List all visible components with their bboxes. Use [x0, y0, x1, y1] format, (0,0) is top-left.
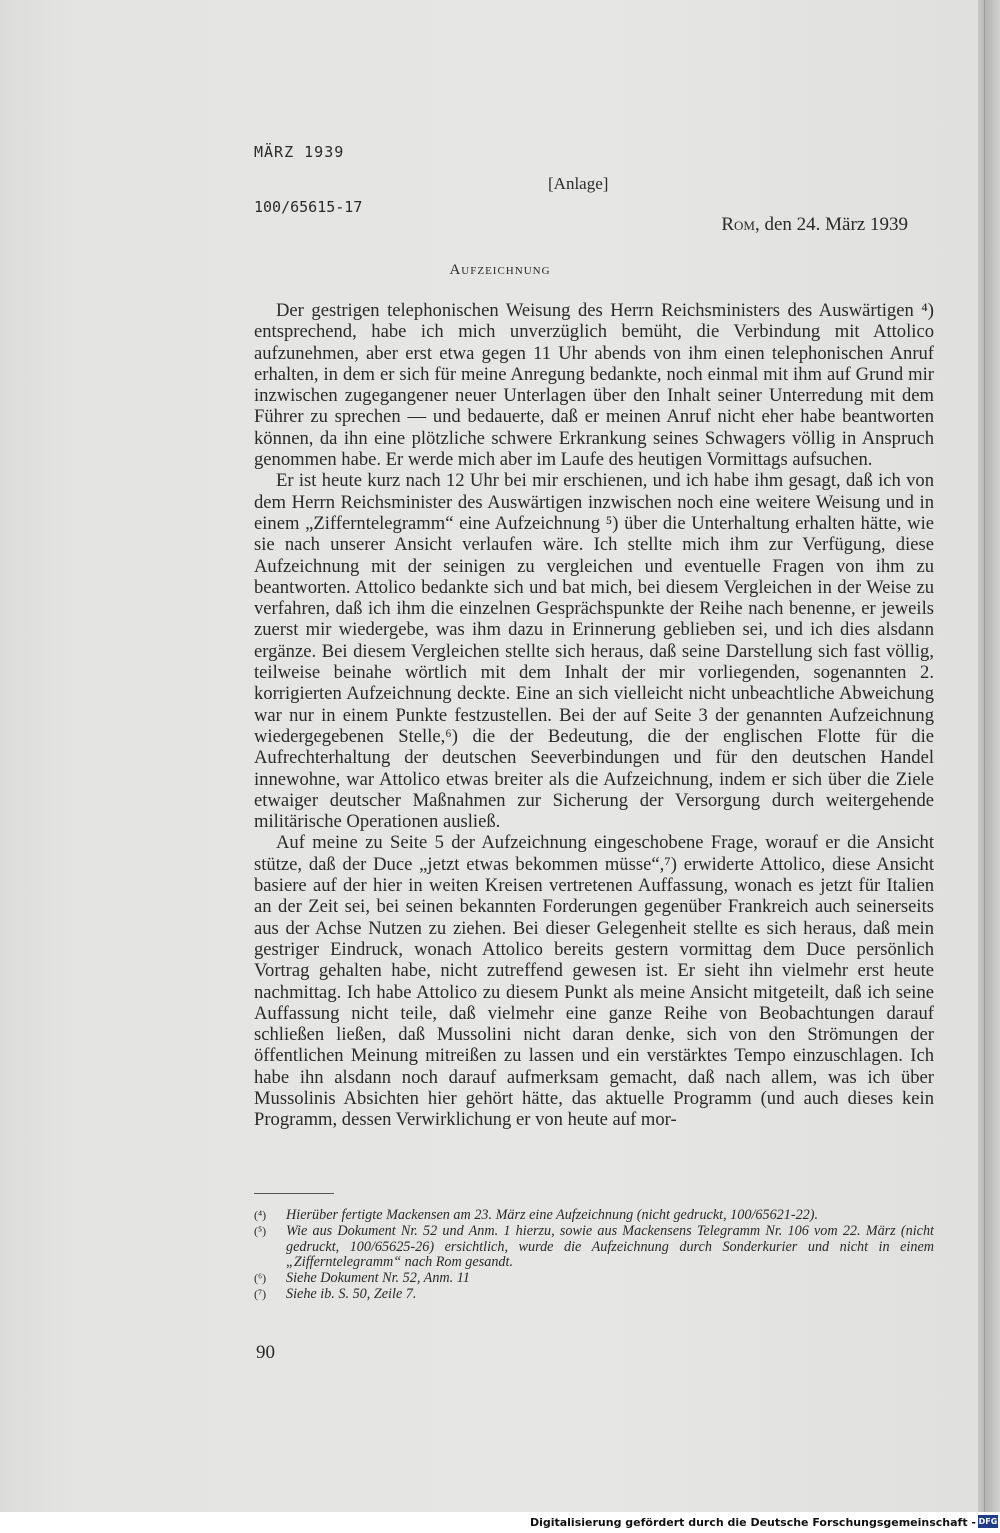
place-name: Rom — [721, 214, 755, 235]
footnote — [254, 1287, 934, 1303]
book-spine-edge — [978, 0, 1000, 1512]
enclosure-label: [Anlage] — [548, 174, 609, 193]
paragraph: Der gestrigen telephonischen Weisung des Herrn Reichsministers des Auswärtigen ⁴) entsprechend, habe ich mich unverzüglich bemüht, die Verbindung mit Attolico aufzunehmen, aber erst etwa gegen 11 Uhr abends von ihm einen telephonischen Anruf erhalten, in dem er sich für meine Anregung bedankte, noch einmal mit ihm auf Grund mir inzwischen zugegangener neuer Unterlagen über den Inhalt seiner Unterredung mit dem Führer zu sprechen — und bedauerte, daß er meinen Anruf nicht eher habe beantworten können, da ihn eine plötzliche schwere Erkrankung seines Schwagers völlig in Anspruch genommen habe. Er werde mich aber im Laufe des heutigen Vormittags aufsuchen. — [254, 300, 934, 471]
document-title: Aufzeichnung — [449, 262, 551, 278]
footnote — [254, 1271, 934, 1287]
footnote — [254, 1208, 934, 1224]
footnote-text: Hierüber fertigte Mackensen am 23. März eine Aufzeichnung (nicht gedruckt, 100/65621-22). — [286, 1207, 819, 1223]
footnote-text: Siehe ib. S. 50, Zeile 7. — [286, 1285, 417, 1302]
place-date-line — [721, 214, 908, 236]
footnote-mark: (⁴) — [254, 1208, 267, 1222]
date-text: , den 24. März 1939 — [754, 214, 908, 235]
footnotes — [254, 1208, 934, 1303]
footnote-mark: (⁷) — [254, 1286, 267, 1301]
footnote-text: Siehe Dokument Nr. 52, Anm. 11 — [286, 1270, 470, 1287]
file-reference: 100/65615-17 — [254, 198, 363, 216]
body-text — [254, 300, 934, 1131]
footnote-mark: (⁶) — [254, 1271, 267, 1286]
footnote-mark: (⁵) — [254, 1223, 267, 1238]
footnote-text: Wie aus Dokument Nr. 52 und Anm. 1 hierzu, sowie aus Mackensens Telegramm Nr. 106 vom 22. März (nicht gedruckt, 100/65625-26) ersichtlich, wurde die Aufzeichnung durch Sonderkurier und nicht in einem „Zifferntelegramm“ nach Rom gesandt. — [286, 1222, 934, 1271]
running-header-month: MÄRZ 1939 — [254, 143, 345, 161]
dfg-logo-icon: DFG — [978, 1517, 998, 1526]
paragraph: Er ist heute kurz nach 12 Uhr bei mir erschienen, und ich habe ihm gesagt, daß ich von dem Herrn Reichsminister des Auswärtigen inzwischen noch eine weitere Weisung und in einem „Zifferntelegramm“ eine Aufzeichnung ⁵) über die Unterhaltung erhalten hätte, wie sie nach unserer Ansicht verlaufen wäre. Ich stellte mich ihm zur Verfügung, diese Aufzeichnung mit der seinigen zu vergleichen und eventuelle Fragen von ihm zu beantworten. Attolico bedankte sich und bat mich, bei diesem Vergleichen in der Weise zu verfahren, daß ich ihm die einzelnen Gesprächspunkte der Reihe nach benenne, er jeweils zuerst mir wiedergebe, was ihm dazu in Erinnerung geblieben sei, und ich dies alsdann ergänze. Bei diesem Vergleichen stellte sich heraus, daß seine Darstellung sich fast völlig, teilweise beinahe wörtlich mit dem Inhalt der mir vorliegenden, sogenannten 2. korrigierten Aufzeichnung deckte. Eine an sich vielleicht nicht unbeachtliche Abweichung war nur in einem Punkte festzustellen. Bei der auf Seite 3 der genannten Aufzeichnung wiedergegebenen Stelle,⁶) die der Bedeutung, die der englischen Flotte für die Aufrechterhaltung der deutschen Seeverbindungen und für den deutschen Handel innewohne, war Attolico etwas breiter als die Aufzeichnung, indem er sich über die Ziele etwaiger deutscher Maßnahmen zur Sicherung der Versorgung durch weitergehende militärische Operationen ausließ. — [254, 470, 934, 833]
paragraph: Auf meine zu Seite 5 der Aufzeichnung eingeschobene Frage, worauf er die Ansicht stütze, daß der Duce „jetzt etwas bekommen müsse“,⁷) erwiderte Attolico, diese Ansicht basiere auf der hier in weiten Kreisen vertretenen Auffassung, wonach es jetzt für Italien an der Zeit sei, bei seinen bekannten Forderungen gegenüber Frankreich auch seinerseits aus der Achse Nutzen zu ziehen. Bei dieser Gelegenheit stellte es sich heraus, daß mein gestriger Eindruck, wonach Attolico bereits gestern vormittag dem Duce persönlich Vortrag gehalten habe, nicht zutreffend gewesen ist. Er sieht ihn vielmehr erst heute nachmittag. Ich habe Attolico zu diesem Punkt als meine Ansicht mitgeteilt, daß ich seine Auffassung nicht teile, daß vielmehr eine ganze Reihe von Beobachtungen darauf schließen ließen, daß Mussolini nicht daran denke, sich von den Strömungen der öffentlichen Meinung mitreißen zu lassen und ein verstärktes Tempo einzuschlagen. Ich habe ihn alsdann noch darauf aufmerksam gemacht, daß nach allem, was ich über Mussolinis Absichten hier gehört hätte, das aktuelle Programm (und auch dieses kein Programm, dessen Verwirklichung er von heute auf mor- — [254, 832, 934, 1131]
footnote — [254, 1224, 934, 1271]
funding-credit: Digitalisierung gefördert durch die Deutsche Forschungsgemeinschaft - — [529, 1516, 976, 1529]
page-number: 90 — [256, 1342, 275, 1363]
footnote-divider — [254, 1193, 334, 1194]
